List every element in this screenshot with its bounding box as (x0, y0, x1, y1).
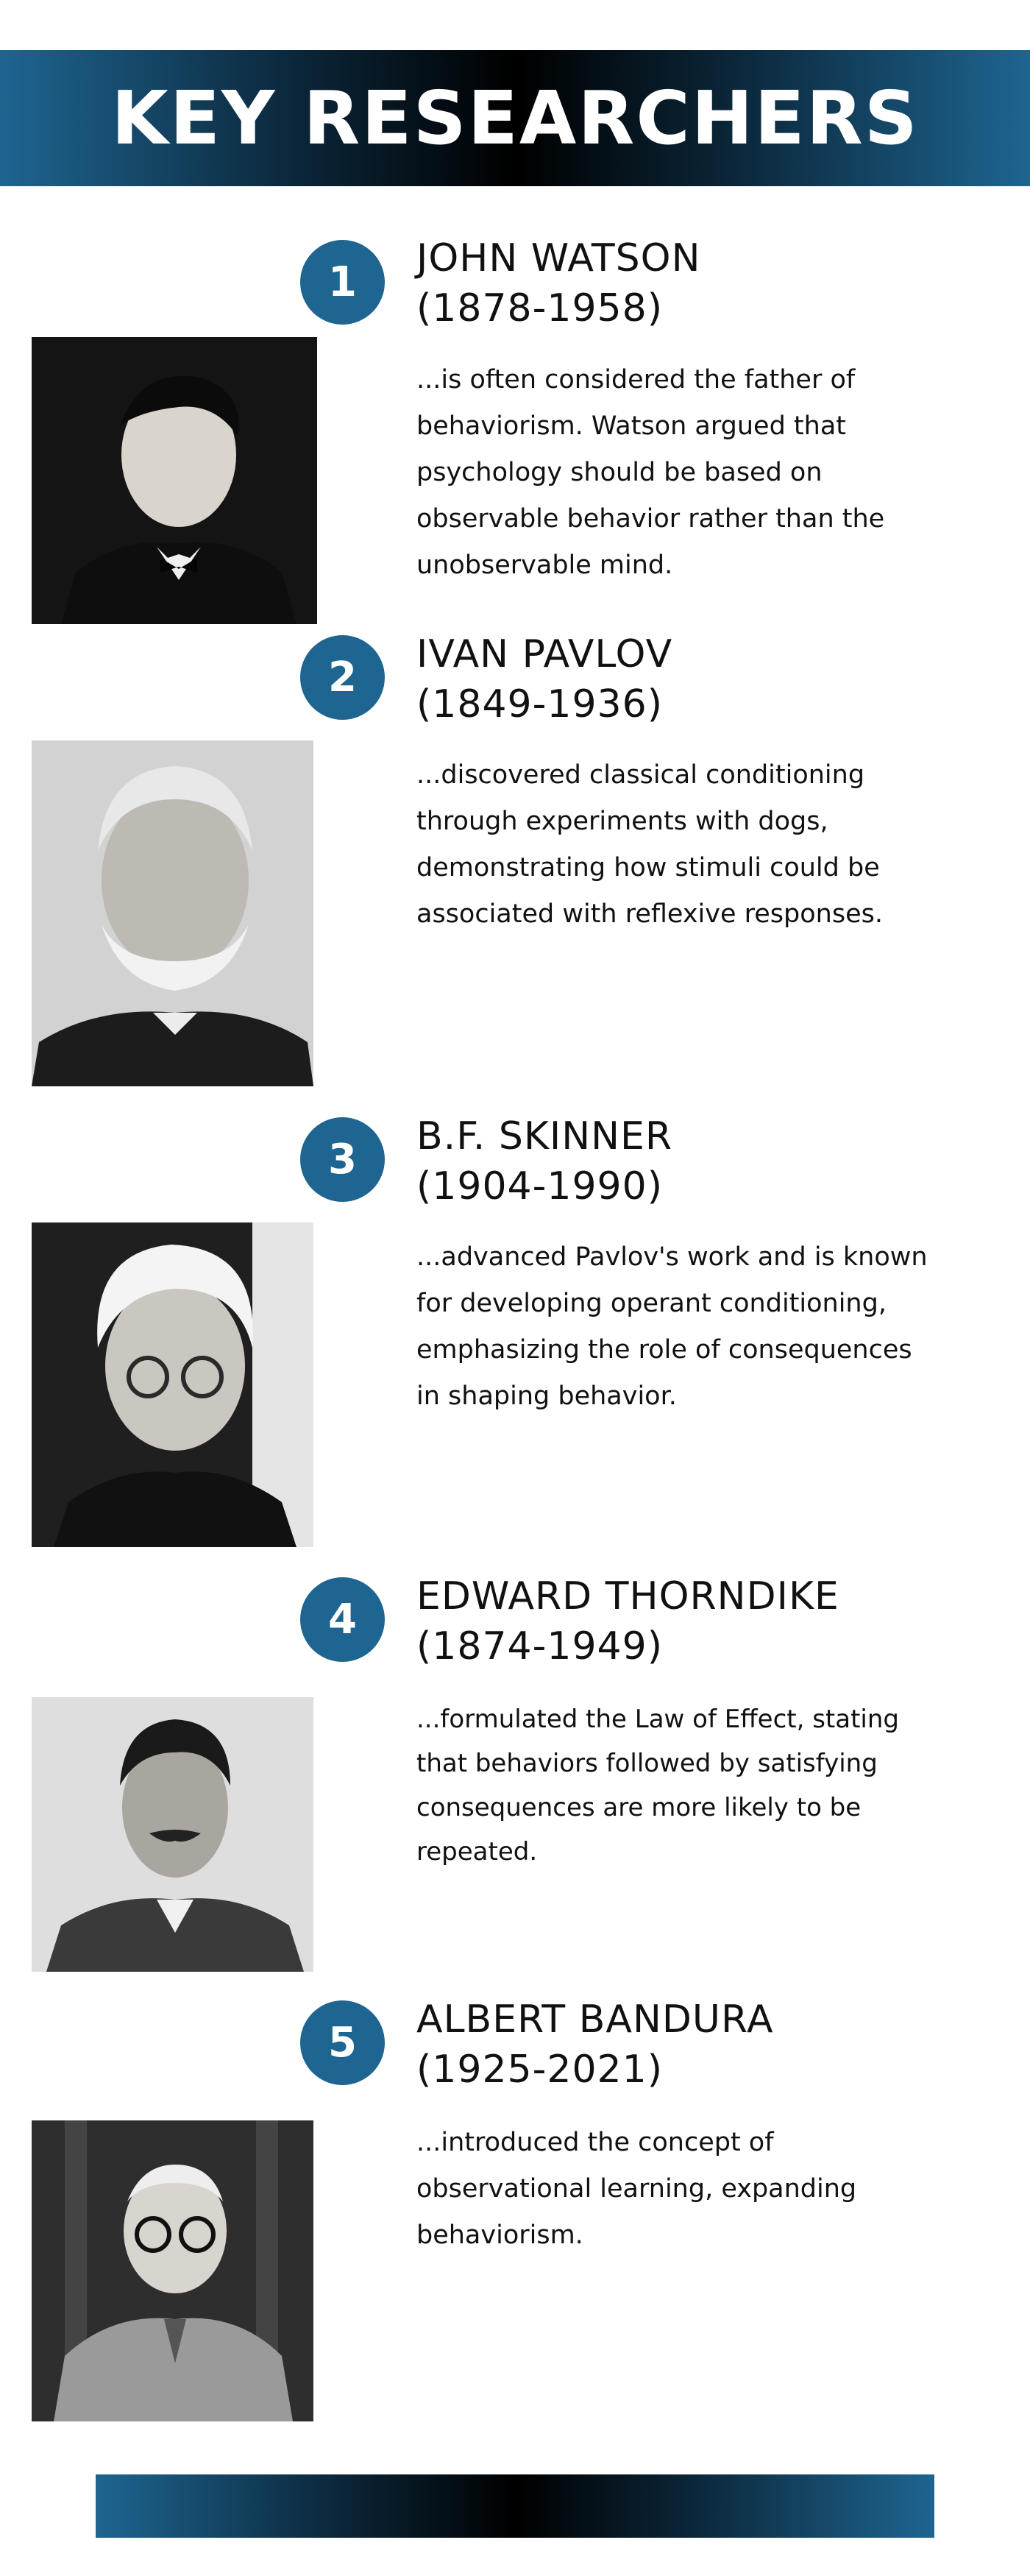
researcher-name (416, 233, 701, 333)
portrait-albert-bandura (32, 2120, 313, 2421)
years-text: (1849-1936) (416, 682, 664, 726)
researcher-name (416, 629, 672, 729)
years-text: (1925-2021) (416, 2048, 664, 2092)
researcher-name (416, 1571, 839, 1671)
name-text: IVAN PAVLOV (416, 632, 673, 676)
name-text: JOHN WATSON (416, 236, 701, 280)
portrait-john-watson (32, 337, 317, 624)
page-title: KEY RESEARCHERS (111, 74, 919, 161)
portrait-edward-thorndike (32, 1697, 313, 1972)
name-text: ALBERT BANDURA (416, 1998, 774, 2042)
number-badge: 4 (300, 1577, 385, 1662)
footer-bar (96, 2474, 934, 2538)
number-badge: 1 (300, 240, 385, 325)
researcher-description: ...discovered classical conditioning through experiments with dogs, demonstrating how stimuli could be associated with reflexive responses. (416, 760, 883, 929)
years-text: (1904-1990) (416, 1164, 664, 1209)
portrait-bf-skinner (32, 1222, 313, 1547)
name-text: B.F. SKINNER (416, 1114, 673, 1158)
name-text: EDWARD THORNDIKE (416, 1574, 839, 1618)
number-badge: 5 (300, 2000, 385, 2085)
number-badge: 2 (300, 635, 385, 720)
years-text: (1874-1949) (416, 1624, 664, 1669)
researcher-name (416, 1995, 774, 2095)
years-text: (1878-1958) (416, 286, 664, 330)
number-badge: 3 (300, 1117, 385, 1202)
header-banner (0, 50, 1030, 186)
researcher-description: ...advanced Pavlov's work and is known for developing operant conditioning, emphasizing the role of consequences in shaping behavior. (416, 1242, 928, 1411)
researcher-description: ...formulated the Law of Effect, stating that behaviors followed by satisfying consequences are more likely to be repeated. (416, 1705, 899, 1866)
researcher-description: ...is often considered the father of behaviorism. Watson argued that psychology should be based on observable behavior rather than the unobservable mind. (416, 365, 885, 580)
portrait-ivan-pavlov (32, 740, 313, 1086)
researcher-name (416, 1111, 672, 1211)
researcher-description: ...introduced the concept of observational learning, expanding behaviorism. (416, 2128, 857, 2250)
